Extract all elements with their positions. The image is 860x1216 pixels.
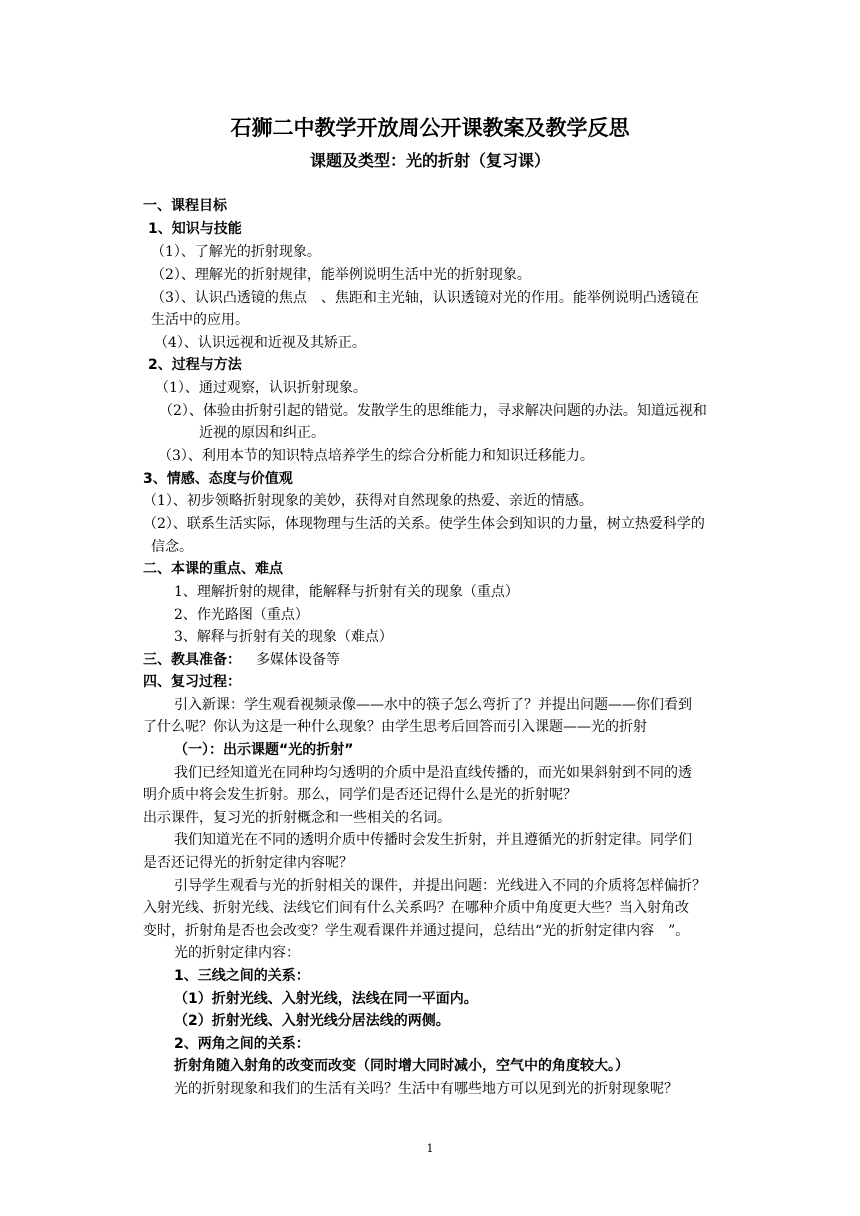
page-number: 1 (426, 1142, 434, 1155)
text-line: （3）、利用本节的知识特点培养学生的综合分析能力和知识迁移能力。 (158, 448, 594, 464)
text-line: 我们知道光在不同的透明介质中传播时会发生折射，并且遵循光的折射定律。同学们 (174, 832, 692, 848)
subheading-knowledge-skills: 1、知识与技能 (148, 221, 242, 237)
text-line: （2）、理解光的折射规律，能举例说明生活中光的折射现象。 (151, 267, 531, 283)
document-subtitle: 课题及类型：光的折射（复习课） (309, 151, 550, 170)
subheading-two-angles: 2、两角之间的关系： (174, 1036, 310, 1052)
text-line: 了什么呢？你认为这是一种什么现象？由学生思考后回答而引入课题——光的折射 (143, 719, 647, 735)
text-line: （2）、联系生活实际，体现物理与生活的关系。使学生体会到知识的力量，树立热爱科学的 (143, 516, 705, 532)
text-line: 引入新课：学生观看视频录像——水中的筷子怎么弯折了？并提出问题——你们看到 (174, 697, 692, 713)
bold-text-line: （1）折射光线、入射光线，法线在同一平面内。 (174, 991, 478, 1007)
heading-key-points: 二、本课的重点、难点 (143, 561, 283, 577)
text-line: 2、作光路图（重点） (174, 607, 309, 623)
heading-course-goals: 一、课程目标 (143, 198, 227, 214)
text-line: 出示课件，复习光的折射概念和一些相关的名词。 (143, 810, 451, 826)
text-line: （1）、通过观察，认识折射现象。 (155, 380, 367, 396)
text-line: 光的折射定律内容： (174, 945, 300, 961)
subheading-attitude-values: 3、情感、态度与价值观 (143, 471, 293, 487)
text-line: （1）、了解光的折射现象。 (151, 244, 321, 260)
text-line: 是否还记得光的折射定律内容呢？ (143, 855, 353, 871)
heading-review-process: 四、复习过程： (143, 674, 241, 690)
text-line: 引导学生观看与光的折射相关的课件，并提出问题：光线进入不同的介质将怎样偏折？ (174, 878, 706, 894)
text-line: 近视的原因和纠正。 (199, 425, 325, 441)
text-line: 1、理解折射的规律，能解释与折射有关的现象（重点） (174, 584, 519, 600)
text-line: 多媒体设备等 (256, 652, 340, 668)
text-line: 变时，折射角是否也会改变？学生观看课件并通过提问，总结出“光的折射定律内容 ”。 (143, 923, 690, 939)
bold-text-line: 折射角随入射角的改变而改变（同时增大同时减小，空气中的角度较大。） (174, 1058, 629, 1074)
text-line: 明介质中将会发生折射。那么，同学们是否还记得什么是光的折射呢？ (143, 787, 577, 803)
text-line: （3）、认识凸透镜的焦点 、焦距和主光轴，认识透镜对光的作用。能举例说明凸透镜在 (151, 290, 699, 306)
text-line: 信念。 (151, 539, 193, 555)
text-line: （4）、认识远视和近视及其矫正。 (154, 335, 366, 351)
document-title: 石狮二中教学开放周公开课教案及教学反思 (230, 116, 630, 140)
heading-teaching-aids: 三、教具准备： (143, 652, 241, 668)
section-heading: （一）：出示课题“光的折射” (174, 742, 354, 758)
text-line: 3、解释与折射有关的现象（难点） (174, 629, 393, 645)
text-line: 入射光线、折射光线、法线它们间有什么关系吗？在哪种介质中角度更大些？当入射角改 (143, 900, 689, 916)
bold-text-line: （2）折射光线、入射光线分居法线的两侧。 (174, 1013, 450, 1029)
subheading-three-lines: 1、三线之间的关系： (174, 968, 310, 984)
text-line: （1）、初步领略折射现象的美妙，获得对自然现象的热爱、亲近的情感。 (143, 493, 593, 509)
text-line: （2）、体验由折射引起的错觉。发散学生的思维能力，寻求解决问题的办法。知道远视和 (159, 403, 707, 419)
text-line: 我们已经知道光在同种均匀透明的介质中是沿直线传播的，而光如果斜射到不同的透 (174, 765, 692, 781)
subheading-process-methods: 2、过程与方法 (148, 357, 242, 373)
text-line: 生活中的应用。 (151, 312, 249, 328)
text-line: 光的折射现象和我们的生活有关吗？生活中有哪些地方可以见到光的折射现象呢？ (174, 1081, 678, 1097)
